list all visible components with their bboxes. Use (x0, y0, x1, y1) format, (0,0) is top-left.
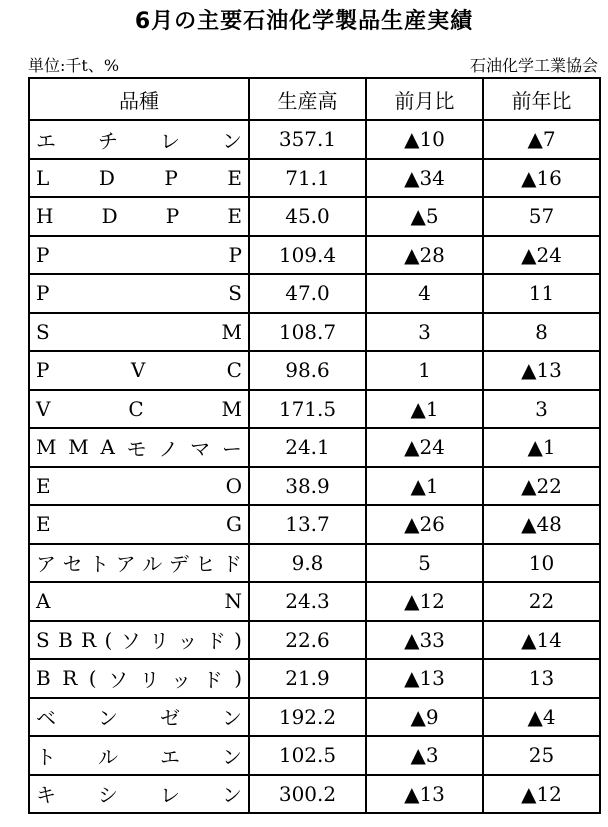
product-name: M M A モ ノ マ ー (36, 435, 242, 461)
production-cell: 45.0 (249, 197, 366, 236)
mom-cell: ▲24 (366, 428, 483, 467)
table-row (29, 582, 600, 621)
product-name-cell (29, 544, 249, 583)
mom-cell: ▲26 (366, 505, 483, 544)
production-cell: 47.0 (249, 274, 366, 313)
product-name: P V C (36, 358, 242, 383)
yoy-cell: 22 (483, 582, 600, 621)
product-name: B R ( ソ リ ッ ド ) (36, 666, 242, 692)
production-table (28, 77, 601, 814)
production-cell: 102.5 (249, 736, 366, 775)
mom-cell: ▲3 (366, 736, 483, 775)
yoy-cell: ▲48 (483, 505, 600, 544)
mom-cell: ▲33 (366, 621, 483, 660)
mom-cell: ▲1 (366, 390, 483, 429)
table-row (29, 544, 600, 583)
product-name-cell (29, 621, 249, 660)
table-row (29, 428, 600, 467)
product-name: P P (36, 242, 242, 267)
mom-cell: ▲34 (366, 159, 483, 198)
header-yoy: 前年比 (483, 78, 600, 120)
mom-cell: ▲13 (366, 659, 483, 698)
product-name: L D P E (36, 165, 242, 190)
mom-cell: 3 (366, 313, 483, 352)
mom-cell: ▲10 (366, 120, 483, 159)
product-name-cell (29, 582, 249, 621)
product-name: A N (36, 589, 242, 614)
product-name-cell (29, 390, 249, 429)
mom-cell: ▲9 (366, 698, 483, 737)
header-mom: 前月比 (366, 78, 483, 120)
product-name-cell (29, 428, 249, 467)
production-cell: 192.2 (249, 698, 366, 737)
product-name: ア セ ト ア ル デ ヒ ド (36, 552, 242, 577)
table-row (29, 120, 600, 159)
table-row (29, 159, 600, 198)
yoy-cell: ▲1 (483, 428, 600, 467)
yoy-cell: 8 (483, 313, 600, 352)
yoy-cell: ▲14 (483, 621, 600, 660)
yoy-cell: ▲12 (483, 775, 600, 814)
yoy-cell: ▲16 (483, 159, 600, 198)
table-row (29, 197, 600, 236)
yoy-cell: ▲13 (483, 351, 600, 390)
production-cell: 38.9 (249, 467, 366, 506)
product-name-cell (29, 159, 249, 198)
production-cell: 24.1 (249, 428, 366, 467)
mom-cell: ▲5 (366, 197, 483, 236)
mom-cell: ▲13 (366, 775, 483, 814)
table-row (29, 621, 600, 660)
product-name-cell (29, 775, 249, 814)
mom-cell: ▲28 (366, 236, 483, 275)
source-label: 石油化学工業協会 (469, 56, 598, 75)
product-name-cell (29, 313, 249, 352)
yoy-cell: 25 (483, 736, 600, 775)
product-name-cell (29, 698, 249, 737)
product-name-cell (29, 274, 249, 313)
product-name: E O (36, 473, 242, 498)
product-name: S M (36, 319, 242, 344)
mom-cell: ▲12 (366, 582, 483, 621)
product-name: S B R ( ソ リ ッ ド ) (36, 627, 242, 654)
yoy-cell: 10 (483, 544, 600, 583)
product-name-cell (29, 120, 249, 159)
table-row (29, 390, 600, 429)
production-cell: 22.6 (249, 621, 366, 660)
yoy-cell: ▲4 (483, 698, 600, 737)
yoy-cell: ▲7 (483, 120, 600, 159)
production-cell: 13.7 (249, 505, 366, 544)
yoy-cell: 13 (483, 659, 600, 698)
product-name: キ シ レ ン (36, 783, 242, 808)
product-name-cell (29, 659, 249, 698)
yoy-cell: ▲24 (483, 236, 600, 275)
mom-cell: ▲1 (366, 467, 483, 506)
production-cell: 300.2 (249, 775, 366, 814)
production-cell: 171.5 (249, 390, 366, 429)
production-cell: 108.7 (249, 313, 366, 352)
production-cell: 9.8 (249, 544, 366, 583)
yoy-cell: 57 (483, 197, 600, 236)
yoy-cell: ▲22 (483, 467, 600, 506)
table-row (29, 467, 600, 506)
product-name-cell (29, 467, 249, 506)
unit-label: 単位:千t、% (28, 56, 120, 75)
mom-cell: 5 (366, 544, 483, 583)
table-header-row (29, 78, 600, 120)
table-row (29, 274, 600, 313)
yoy-cell: 11 (483, 274, 600, 313)
table-row (29, 351, 600, 390)
product-name-cell (29, 197, 249, 236)
product-name: E G (36, 512, 242, 537)
table-body (29, 120, 600, 813)
product-name-cell (29, 236, 249, 275)
header-product: 品種 (29, 78, 249, 120)
product-name: P S (36, 281, 242, 306)
table-row (29, 659, 600, 698)
product-name: ベ ン ゼ ン (36, 706, 242, 731)
mom-cell: 1 (366, 351, 483, 390)
mom-cell: 4 (366, 274, 483, 313)
product-name-cell (29, 736, 249, 775)
production-cell: 357.1 (249, 120, 366, 159)
product-name: H D P E (36, 204, 242, 229)
header-production: 生産高 (249, 78, 366, 120)
table-row (29, 736, 600, 775)
product-name: ト ル エ ン (36, 744, 242, 769)
production-cell: 109.4 (249, 236, 366, 275)
product-name: V C M (36, 396, 242, 421)
yoy-cell: 3 (483, 390, 600, 429)
production-cell: 71.1 (249, 159, 366, 198)
page-title: 6月の主要石油化学製品生産実績 (134, 9, 474, 34)
table-row (29, 313, 600, 352)
production-cell: 24.3 (249, 582, 366, 621)
product-name-cell (29, 351, 249, 390)
table-row (29, 698, 600, 737)
production-cell: 98.6 (249, 351, 366, 390)
production-cell: 21.9 (249, 659, 366, 698)
table-row (29, 775, 600, 814)
table-row (29, 505, 600, 544)
product-name-cell (29, 505, 249, 544)
table-row (29, 236, 600, 275)
product-name: エ チ レ ン (36, 128, 242, 153)
